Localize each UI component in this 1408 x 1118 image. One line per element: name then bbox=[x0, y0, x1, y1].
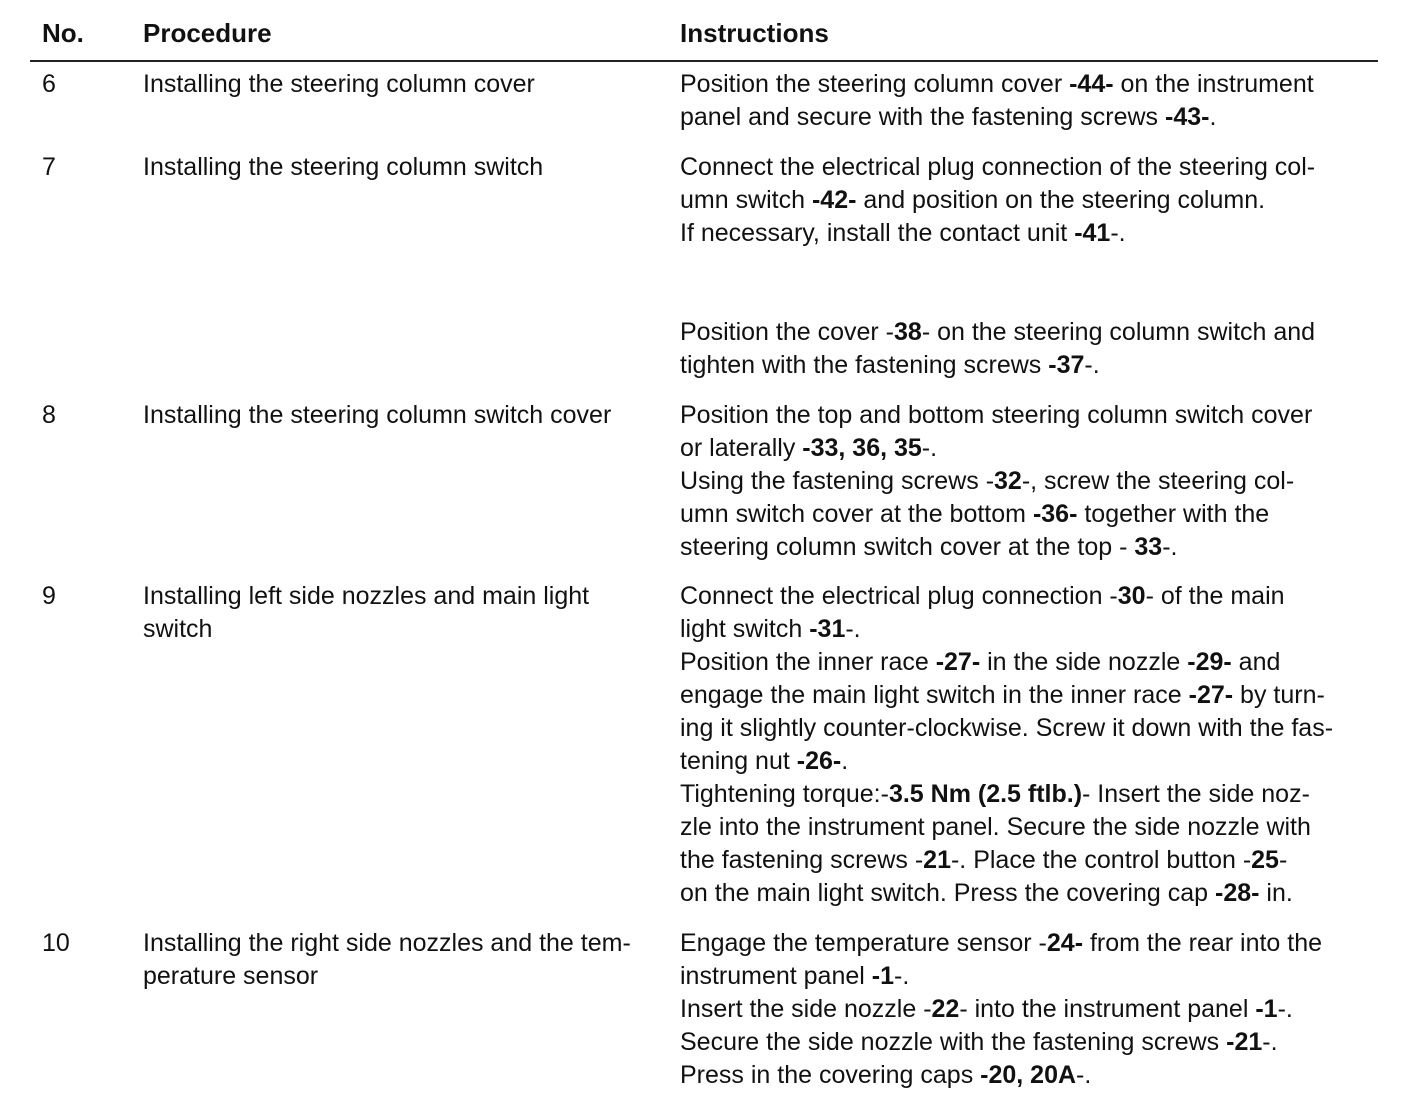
instruction-segment: on the main light switch. Press the covering cap bbox=[680, 879, 1215, 907]
instruction-line bbox=[680, 184, 1315, 217]
instruction-segment: -. bbox=[1262, 1028, 1278, 1056]
instruction-text bbox=[680, 151, 1315, 250]
instruction-segment: - on the steering column switch and bbox=[921, 318, 1316, 346]
part-reference: -26- bbox=[796, 747, 842, 775]
instruction-segment: -. bbox=[894, 962, 910, 990]
part-reference: -29- bbox=[1187, 648, 1232, 676]
instruction-segment: in. bbox=[1259, 879, 1293, 907]
part-reference: 24- bbox=[1046, 929, 1084, 957]
instruction-segment: - of the main bbox=[1145, 582, 1285, 610]
instruction-line bbox=[680, 993, 1322, 1026]
instruction-segment: Engage the temperature sensor - bbox=[680, 929, 1047, 957]
step-number: 6 bbox=[42, 70, 56, 98]
instruction-segment: -. bbox=[845, 615, 861, 643]
procedure-text bbox=[143, 580, 589, 646]
part-reference: 32 bbox=[994, 467, 1022, 495]
part-reference: 3.5 Nm (2.5 ftlb.) bbox=[888, 780, 1083, 808]
instruction-line bbox=[680, 432, 1312, 465]
part-reference: 25 bbox=[1251, 846, 1279, 874]
procedure-text bbox=[143, 68, 535, 101]
part-reference: -44- bbox=[1069, 70, 1114, 98]
instruction-text bbox=[680, 399, 1312, 564]
instruction-segment: umn switch cover at the bottom bbox=[680, 500, 1033, 528]
instruction-segment: Tightening torque:- bbox=[680, 780, 889, 808]
instruction-segment: the fastening screws - bbox=[680, 846, 924, 874]
instruction-segment: on the instrument bbox=[1113, 70, 1314, 98]
instruction-line bbox=[680, 316, 1315, 349]
part-reference: -27- bbox=[1188, 681, 1234, 709]
step-number: 8 bbox=[42, 401, 56, 429]
instruction-line bbox=[680, 745, 1333, 778]
instruction-segment: Insert the side nozzle - bbox=[680, 995, 932, 1023]
instruction-line bbox=[680, 151, 1315, 184]
instruction-segment: together with the bbox=[1077, 500, 1270, 528]
instruction-segment: tighten with the fastening screws bbox=[680, 351, 1049, 379]
instruction-line bbox=[680, 498, 1312, 531]
instruction-line bbox=[680, 811, 1333, 844]
instruction-segment: -. bbox=[1110, 219, 1126, 247]
instruction-segment: . bbox=[841, 747, 849, 775]
instruction-line bbox=[680, 217, 1315, 250]
part-reference: -37 bbox=[1048, 351, 1085, 379]
part-reference: -36- bbox=[1032, 500, 1078, 528]
procedure-line: perature sensor bbox=[143, 962, 319, 990]
instruction-line bbox=[680, 399, 1312, 432]
instruction-segment: . bbox=[1209, 103, 1217, 131]
instruction-segment: - bbox=[1278, 846, 1288, 874]
instruction-line bbox=[680, 960, 1322, 993]
instruction-segment: If necessary, install the contact unit bbox=[680, 219, 1075, 247]
procedure-text bbox=[143, 927, 631, 993]
procedure-line: Installing the steering column switch bbox=[143, 153, 544, 181]
header-divider bbox=[30, 60, 1378, 62]
procedure-line: Installing the steering column cover bbox=[143, 70, 535, 98]
instruction-line bbox=[680, 465, 1312, 498]
instruction-line bbox=[680, 679, 1333, 712]
instruction-segment: instrument panel bbox=[680, 962, 872, 990]
procedure-text bbox=[143, 399, 611, 432]
instruction-line bbox=[680, 778, 1333, 811]
instruction-line bbox=[680, 844, 1333, 877]
header-no: No. bbox=[42, 18, 84, 48]
instruction-segment: tening nut bbox=[680, 747, 797, 775]
instruction-segment: Position the cover - bbox=[680, 318, 894, 346]
instruction-segment: Position the steering column cover bbox=[680, 70, 1070, 98]
part-reference: -33, 36, 35 bbox=[802, 434, 922, 462]
instruction-segment: -. Place the control button - bbox=[950, 846, 1252, 874]
instruction-text bbox=[680, 580, 1333, 910]
instruction-segment: Position the top and bottom steering column switch cover bbox=[680, 401, 1313, 429]
header-procedure: Procedure bbox=[143, 18, 272, 48]
part-reference: -1 bbox=[871, 962, 895, 990]
instruction-line bbox=[680, 927, 1322, 960]
instruction-line bbox=[680, 712, 1333, 745]
part-reference: 33 bbox=[1134, 533, 1163, 561]
instruction-line bbox=[680, 1059, 1322, 1092]
instruction-segment: Position the inner race bbox=[680, 648, 936, 676]
instruction-segment: from the rear into the bbox=[1083, 929, 1323, 957]
part-reference: -43- bbox=[1165, 103, 1210, 131]
instruction-segment: - Insert the side noz- bbox=[1082, 780, 1310, 808]
procedure-text bbox=[143, 151, 543, 184]
instruction-segment: and position on the steering column. bbox=[856, 186, 1266, 214]
step-number: 7 bbox=[42, 153, 56, 181]
instruction-segment: engage the main light switch in the inner race bbox=[680, 681, 1189, 709]
instruction-segment: -. bbox=[1076, 1061, 1092, 1089]
instruction-line bbox=[680, 101, 1314, 134]
step-number: 9 bbox=[42, 582, 56, 610]
instruction-line bbox=[680, 1026, 1322, 1059]
instruction-segment: by turn- bbox=[1233, 681, 1325, 709]
instruction-line bbox=[680, 613, 1333, 646]
part-reference: -21 bbox=[1226, 1028, 1263, 1056]
instruction-segment: Connect the electrical plug connection of the steering col- bbox=[680, 153, 1316, 181]
instruction-segment: - into the instrument panel bbox=[959, 995, 1256, 1023]
instruction-segment: umn switch bbox=[680, 186, 812, 214]
procedure-line: Installing the steering column switch cover bbox=[143, 401, 612, 429]
instruction-segment: -. bbox=[1162, 533, 1178, 561]
instruction-segment: -, screw the steering col- bbox=[1021, 467, 1295, 495]
instruction-segment: Press in the covering caps bbox=[680, 1061, 981, 1089]
instruction-segment: light switch bbox=[680, 615, 810, 643]
procedure-line: Installing left side nozzles and main light bbox=[143, 582, 590, 610]
part-reference: 21 bbox=[923, 846, 951, 874]
instruction-segment: steering column switch cover at the top - bbox=[680, 533, 1135, 561]
part-reference: -31 bbox=[809, 615, 846, 643]
instruction-segment: -. bbox=[921, 434, 938, 462]
instruction-segment: -. bbox=[1277, 995, 1293, 1023]
part-reference: -41 bbox=[1074, 219, 1111, 247]
part-reference: -42- bbox=[811, 186, 857, 214]
instruction-text bbox=[680, 68, 1314, 134]
instruction-line bbox=[680, 349, 1315, 382]
part-reference: -27- bbox=[935, 648, 981, 676]
instruction-line bbox=[680, 531, 1312, 564]
instruction-segment: Using the fastening screws - bbox=[680, 467, 995, 495]
part-reference: -20, 20A bbox=[980, 1061, 1077, 1089]
instruction-segment: Connect the electrical plug connection - bbox=[680, 582, 1118, 610]
part-reference: 30 bbox=[1117, 582, 1146, 610]
instruction-line bbox=[680, 877, 1333, 910]
part-reference: -28- bbox=[1215, 879, 1260, 907]
instruction-segment: panel and secure with the fastening screws bbox=[680, 103, 1165, 131]
instruction-segment: or laterally bbox=[680, 434, 803, 462]
instruction-segment: zle into the instrument panel. Secure the side nozzle with bbox=[680, 813, 1311, 841]
instruction-segment: and bbox=[1231, 648, 1281, 676]
procedure-line: switch bbox=[143, 615, 213, 643]
instruction-segment: -. bbox=[1084, 351, 1100, 379]
instruction-line bbox=[680, 68, 1314, 101]
procedure-line: Installing the right side nozzles and the tem- bbox=[143, 929, 631, 957]
instruction-segment: ing it slightly counter-clockwise. Screw it down with the fas- bbox=[680, 714, 1334, 742]
instruction-text bbox=[680, 927, 1322, 1092]
instruction-segment: Secure the side nozzle with the fastening screws bbox=[680, 1028, 1227, 1056]
part-reference: 38 bbox=[894, 318, 922, 346]
instruction-line bbox=[680, 646, 1333, 679]
step-number: 10 bbox=[42, 929, 70, 957]
header-instructions: Instructions bbox=[680, 18, 829, 48]
part-reference: 22 bbox=[931, 995, 960, 1023]
part-reference: -1 bbox=[1255, 995, 1278, 1023]
instruction-text bbox=[680, 316, 1315, 382]
instruction-line bbox=[680, 580, 1333, 613]
instruction-segment: in the side nozzle bbox=[980, 648, 1188, 676]
